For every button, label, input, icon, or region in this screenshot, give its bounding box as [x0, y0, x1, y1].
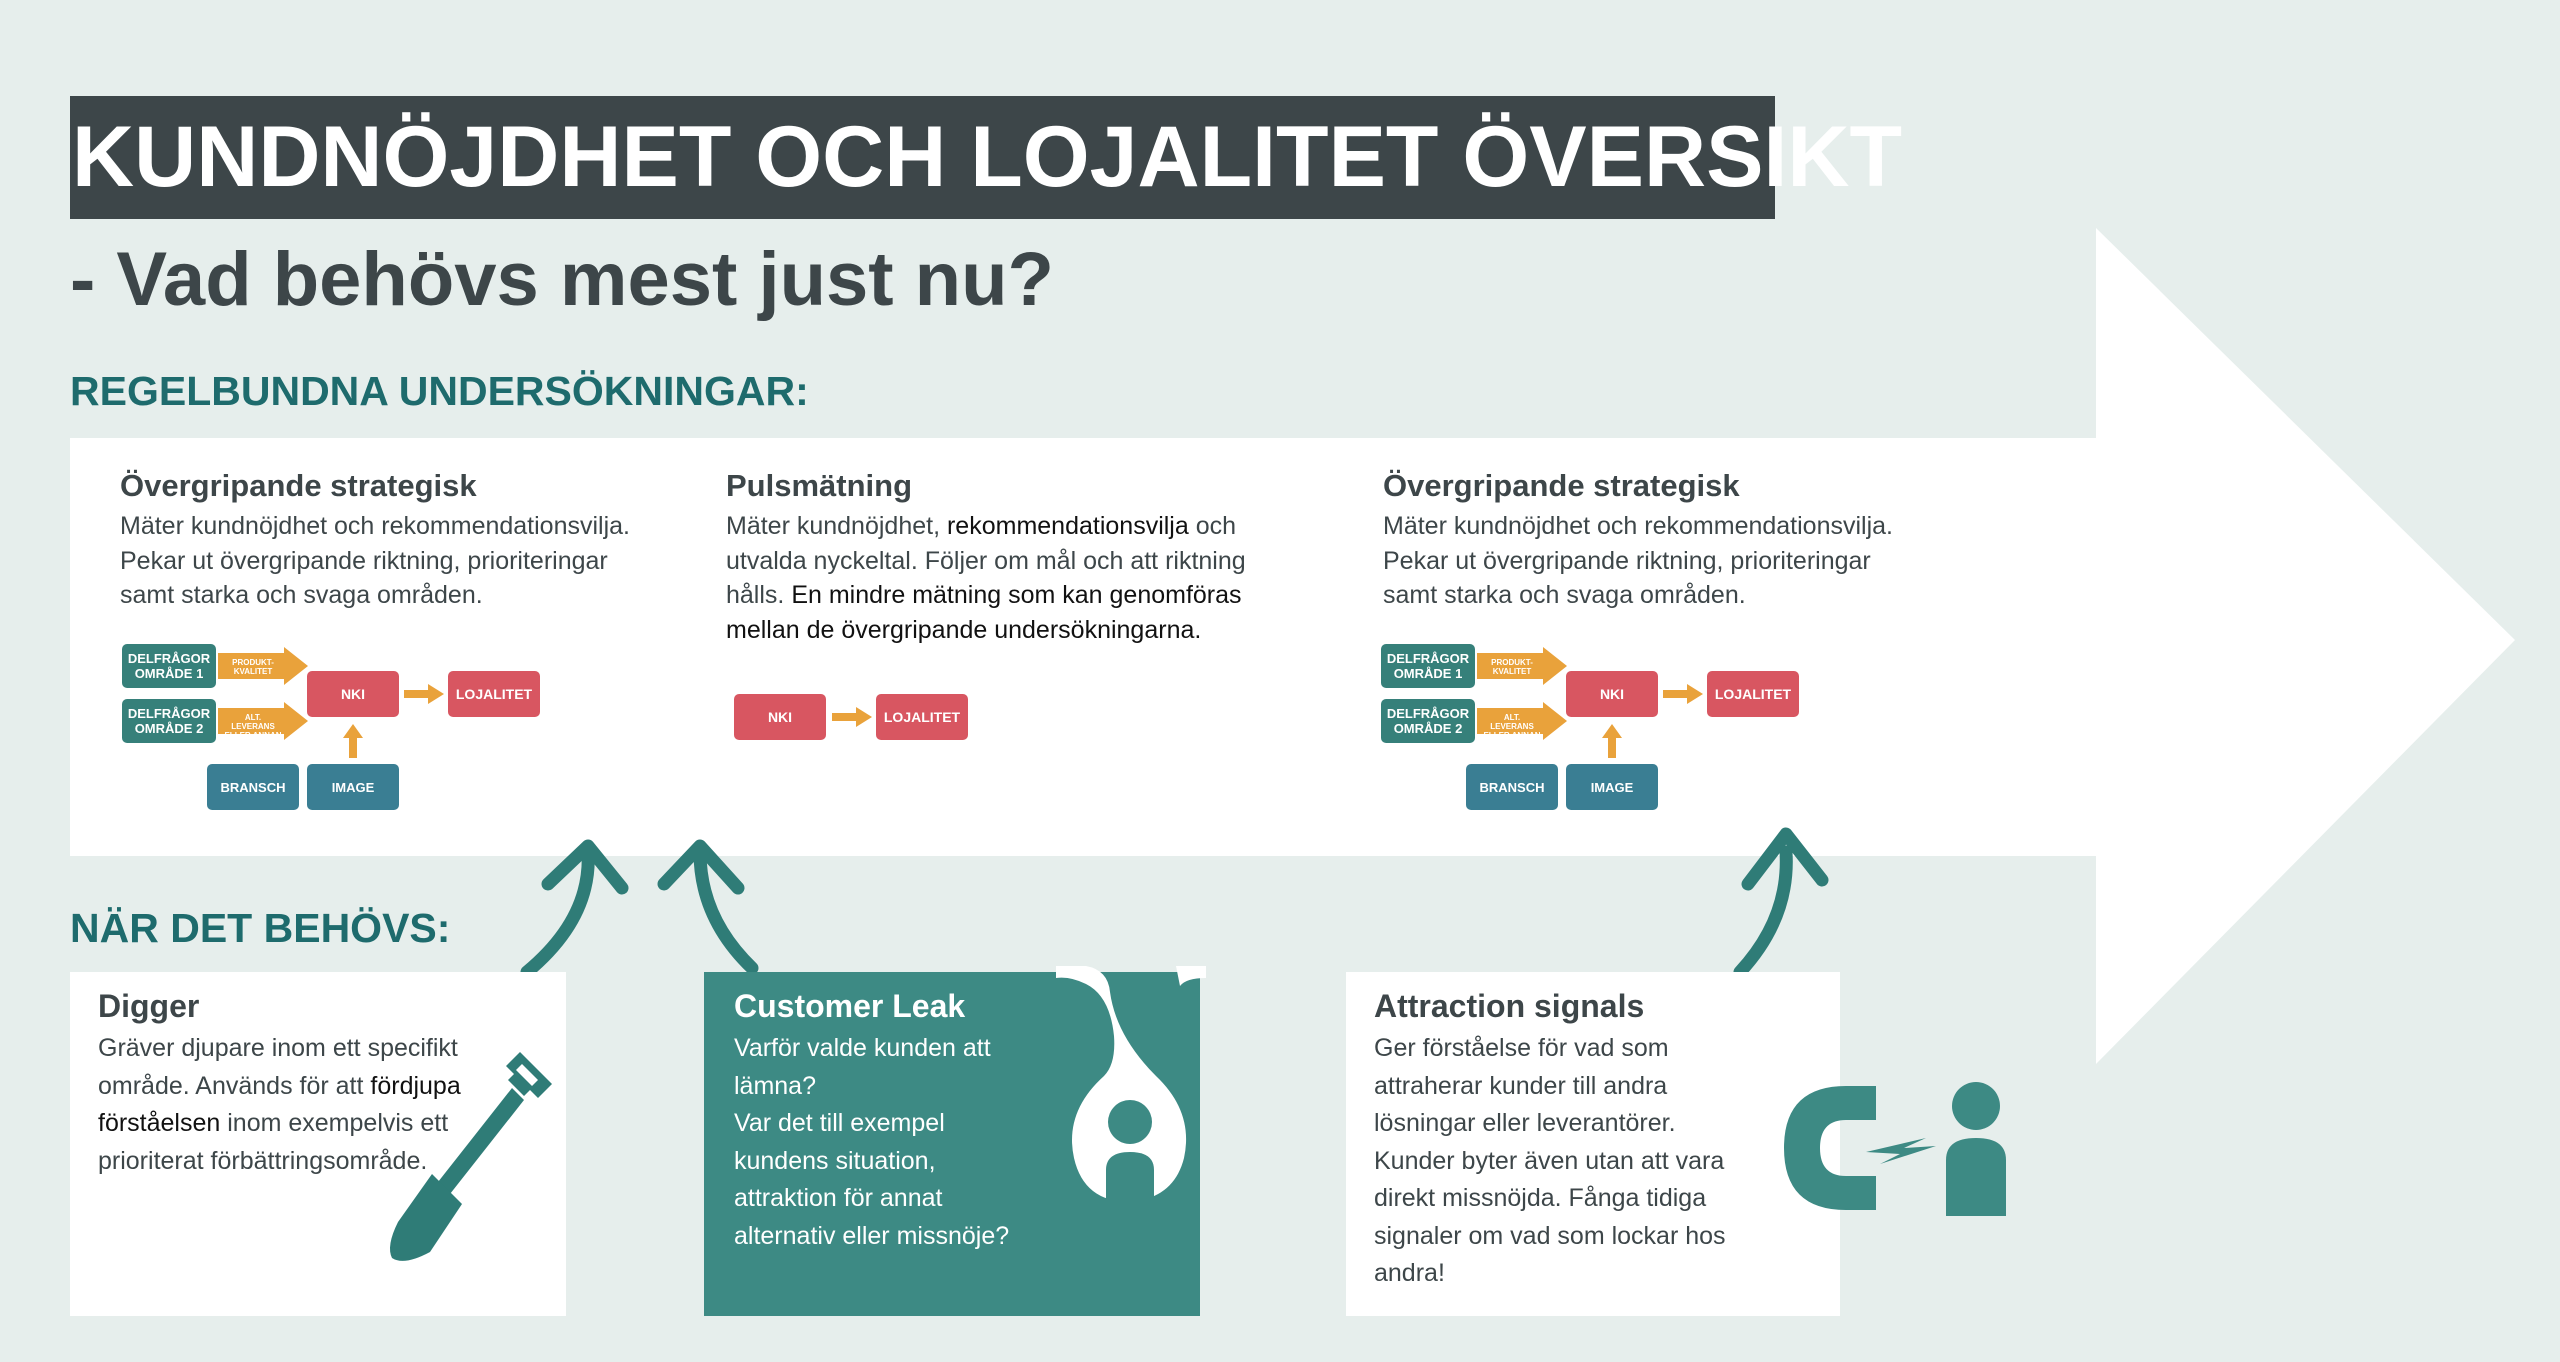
column-text-strategic-2: Mäter kundnöjdhet och rekommendationsvilja. Pekar ut övergripande riktning, prioriteringar samt starka och svaga områden. — [1383, 512, 1893, 609]
column-title-strategic-2: Övergripande strategisk — [1383, 468, 1740, 503]
area2-box: DELFRÅGOR OMRÅDE 2 — [1381, 699, 1475, 743]
area2-box: DELFRÅGOR OMRÅDE 2 — [122, 699, 216, 743]
nki-box: NKI — [734, 694, 826, 740]
section-heading-regular: REGELBUNDNA UNDERSÖKNINGAR: — [70, 368, 809, 414]
loyalty-box: LOJALITET — [1707, 671, 1799, 717]
column-title-strategic-1: Övergripande strategisk — [120, 468, 477, 503]
tag-label-2: ALT. LEVERANS ELLER ANNAN — [224, 713, 282, 740]
page-title: KUNDNÖJDHET OCH LOJALITET ÖVERSIKT — [70, 96, 1775, 219]
leak-person-icon — [1056, 966, 1206, 1206]
card-title: Digger — [98, 988, 200, 1024]
tag-label-1: PRODUKT- KVALITET — [1491, 658, 1533, 676]
column-title-pulse: Pulsmätning — [726, 468, 913, 503]
loyalty-box: LOJALITET — [876, 694, 968, 740]
loyalty-box: LOJALITET — [448, 671, 540, 717]
card-text: Gräver djupare inom ett specifikt område. Används för att fördjupa förståelsen inom exempelvis ett prioriterat förbättringsområde. — [98, 1034, 461, 1175]
column-text-pulse: Mäter kundnöjdhet, rekommendationsvilja och utvalda nyckeltal. Följer om mål och att riktning hålls. En mindre mätning som kan genomföras mellan de övergripande undersökningarna. — [726, 512, 1246, 644]
bransch-box: BRANSCH — [1466, 764, 1558, 810]
area1-box: DELFRÅGOR OMRÅDE 1 — [122, 644, 216, 688]
tag-label-2: ALT. LEVERANS ELLER ANNAN — [1483, 713, 1541, 740]
card-title: Attraction signals — [1374, 988, 1645, 1024]
card-attraction-signals — [1346, 972, 1840, 1316]
card-customer-leak — [704, 972, 1200, 1316]
bransch-box: BRANSCH — [207, 764, 299, 810]
shovel-icon — [370, 1044, 570, 1272]
column-text-strategic-1: Mäter kundnöjdhet och rekommendationsvilja. Pekar ut övergripande riktning, prioriteringar samt starka och svaga områden. — [120, 512, 630, 609]
card-text: Varför valde kunden att lämna? Var det till exempel kundens situation, attraktion för annat alternativ eller missnöje? — [734, 1034, 1010, 1250]
image-box: IMAGE — [1566, 764, 1658, 810]
nki-box: NKI — [307, 671, 399, 717]
area1-box: DELFRÅGOR OMRÅDE 1 — [1381, 644, 1475, 688]
tag-label-1: PRODUKT- KVALITET — [232, 658, 274, 676]
section-heading-when-needed: NÄR DET BEHÖVS: — [70, 905, 451, 951]
card-text: Ger förståelse för vad som attraherar kunder till andra lösningar eller leverantörer. Kunder byter även utan att vara direkt missnöjda. Fånga tidiga signaler om vad som lockar hos andra! — [1374, 1034, 1726, 1287]
nki-box: NKI — [1566, 671, 1658, 717]
magnet-person-icon — [1776, 1076, 2036, 1226]
page-subtitle: - Vad behövs mest just nu? — [70, 237, 1054, 322]
image-box: IMAGE — [307, 764, 399, 810]
card-title: Customer Leak — [734, 988, 966, 1024]
card-digger — [70, 972, 566, 1316]
